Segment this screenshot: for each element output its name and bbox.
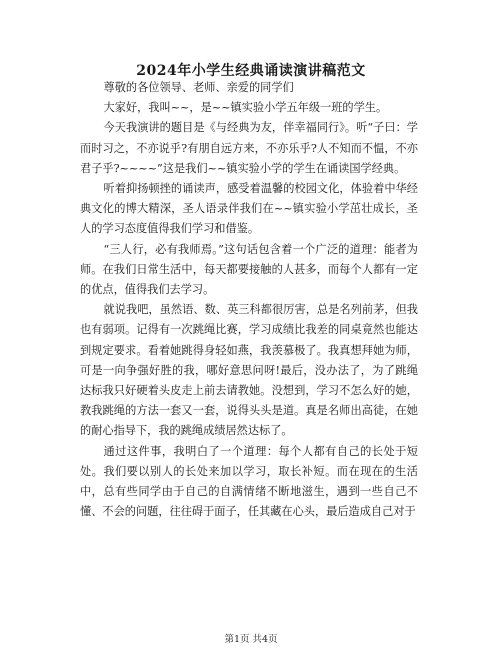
quote-paragraph: “三人行，必有我师焉。”这句话包含着一个广泛的道理：能者为师。在我们日常生活中，每天都要接触的人甚多，而每个人都有一定的优点，值得我们去学习。 bbox=[80, 242, 418, 297]
lesson-paragraph: 通过这件事，我明白了一个道理：每个人都有自己的长处于短处。我们要以别人的长处来加以学习，取长补短。而在现在的生活中，总有些同学由于自己的自满情绪不断地滋生，遇到一些自己不懂、不会的问题，往往碍于面子，任其藏在心头，最后造成自己对于 bbox=[80, 444, 418, 519]
culture-paragraph: 听着抑扬顿挫的诵读声，感受着温馨的校园文化，体验着中华经典文化的博大精深，圣人语录伴我们在~~镇实验小学茁壮成长，圣人的学习态度值得我们学习和借鉴。 bbox=[80, 182, 418, 236]
salutation-paragraph: 尊敬的各位领导、老师、亲爱的同学们 bbox=[103, 81, 294, 94]
document-title: 2024年小学生经典诵读演讲稿范文 bbox=[136, 63, 366, 79]
page-number-footer: 第1页 共4页 bbox=[224, 634, 278, 645]
document-body bbox=[80, 78, 418, 522]
story-paragraph: 就说我吧，虽然语、数、英三科都很厉害，总是名列前茅，但我也有弱项。记得有一次跳绳比赛，学习成绩比我差的同桌竟然也能达到规定要求。看着她跳得身轻如燕，我羡慕极了。我真想拜她为师，可是一向争强好胜的我，哪好意思问呀!最后，没办法了，为了跳绳达标我只好硬着头皮走上前去请教她。没想到，学习不怎么好的她，教我跳绳的方法一套又一套，说得头头是道。真是名师出高徒，在她的耐心指导下，我的跳绳成绩居然达标了。 bbox=[80, 303, 418, 438]
topic-paragraph: 今天我演讲的题目是《与经典为友，伴幸福同行》。听“子曰：学而时习之，不亦说乎?有朋自远方来，不亦乐乎?人不知而不愠，不亦君子乎?~~~~”这是我们~~镇实验小学的学生在诵读国学经典。 bbox=[80, 121, 418, 175]
greeting-paragraph: 大家好，我叫~~，是~~镇实验小学五年级一班的学生。 bbox=[103, 101, 388, 115]
